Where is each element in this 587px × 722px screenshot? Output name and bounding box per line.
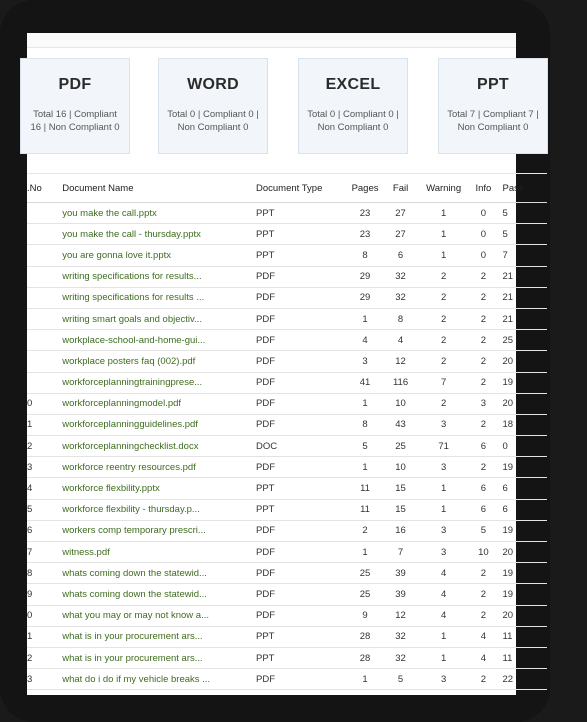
pass-count-cell: 21 [499,308,548,329]
row-number-cell: 9 [27,584,58,605]
document-type-cell: PDF [252,287,348,308]
fail-count-cell: 7 [382,542,419,563]
fail-count-cell: 39 [382,584,419,605]
warning-count-cell: 4 [419,563,469,584]
pages-cell: 25 [348,584,382,605]
document-name-link[interactable]: what is in your procurement ars... [58,647,252,668]
row-number-cell: 8 [27,563,58,584]
pass-count-cell: 11 [499,647,548,668]
col-header-warning[interactable]: Warning [419,174,469,203]
table-row[interactable] [27,308,547,329]
document-name-link[interactable]: you make the call.pptx [58,203,252,224]
document-name-link[interactable]: workplace-school-and-home-gui... [58,330,252,351]
fail-count-cell: 6 [382,245,419,266]
fail-count-cell: 16 [382,520,419,541]
table-body [27,203,547,690]
fail-count-cell: 32 [382,647,419,668]
card-stats: Total 0 | Compliant 0 | Non Compliant 0 [307,109,399,133]
info-count-cell: 0 [468,203,498,224]
row-number-cell [27,266,58,287]
row-number-cell [27,245,58,266]
fail-count-cell: 116 [382,372,419,393]
info-count-cell: 2 [468,308,498,329]
table-row[interactable] [27,520,547,541]
row-number-cell: 6 [27,520,58,541]
pass-count-cell: 0 [499,436,548,457]
document-name-link[interactable]: writing smart goals and objectiv... [58,308,252,329]
pages-cell: 1 [348,669,382,690]
fail-count-cell: 32 [382,266,419,287]
fail-count-cell: 8 [382,308,419,329]
document-type-cell: PPT [252,203,348,224]
row-number-cell [27,287,58,308]
pages-cell: 1 [348,542,382,563]
warning-count-cell: 4 [419,605,469,626]
info-count-cell: 6 [468,499,498,520]
document-name-link[interactable]: what is in your procurement ars... [58,626,252,647]
pass-count-cell: 20 [499,542,548,563]
info-count-cell: 2 [468,287,498,308]
document-type-cell: PDF [252,330,348,351]
info-count-cell: 0 [468,245,498,266]
warning-count-cell: 2 [419,330,469,351]
fail-count-cell: 32 [382,626,419,647]
info-count-cell: 3 [468,393,498,414]
card-title: EXCEL [325,76,381,93]
pass-count-cell: 19 [499,457,548,478]
row-number-cell [27,351,58,372]
info-count-cell: 2 [468,669,498,690]
info-count-cell: 5 [468,520,498,541]
pages-cell: 23 [348,224,382,245]
row-number-cell [27,330,58,351]
file-type-summary-cards [27,58,587,158]
row-number-cell: 3 [27,669,58,690]
fail-count-cell: 15 [382,499,419,520]
info-count-cell: 4 [468,647,498,668]
info-count-cell: 2 [468,414,498,435]
col-header-info[interactable]: Info [468,174,498,203]
row-number-cell: 5 [27,499,58,520]
table-row[interactable] [27,351,547,372]
pages-cell: 28 [348,647,382,668]
fail-count-cell: 12 [382,605,419,626]
pages-cell: 1 [348,457,382,478]
document-type-cell: DOC [252,436,348,457]
fail-count-cell: 4 [382,330,419,351]
pass-count-cell: 20 [499,605,548,626]
document-name-link[interactable]: workers comp temporary prescri... [58,520,252,541]
fail-count-cell: 27 [382,224,419,245]
warning-count-cell: 3 [419,457,469,478]
col-header-pages[interactable]: Pages [348,174,382,203]
pass-count-cell: 5 [499,224,548,245]
warning-count-cell: 1 [419,203,469,224]
screen [27,33,539,695]
document-name-link[interactable]: writing specifications for results ... [58,287,252,308]
warning-count-cell: 1 [419,647,469,668]
info-count-cell: 2 [468,605,498,626]
card-stats: Total 16 | Compliant 16 | Non Compliant 0 [30,109,120,133]
pages-cell: 29 [348,266,382,287]
document-type-cell: PDF [252,414,348,435]
warning-count-cell: 7 [419,372,469,393]
pass-count-cell: 6 [499,478,548,499]
info-count-cell: 2 [468,563,498,584]
row-number-cell [27,372,58,393]
card-title: PDF [58,76,92,93]
fail-count-cell: 39 [382,563,419,584]
table-row[interactable] [27,436,547,457]
document-type-cell: PPT [252,224,348,245]
pass-count-cell: 19 [499,584,548,605]
top-bar [27,33,516,48]
document-name-link[interactable]: workforceplanningtrainingprese... [58,372,252,393]
col-header-fail[interactable]: Fail [382,174,419,203]
document-type-cell: PDF [252,520,348,541]
pages-cell: 8 [348,245,382,266]
pass-count-cell: 20 [499,351,548,372]
fail-count-cell: 27 [382,203,419,224]
table-row[interactable] [27,499,547,520]
word-summary-card[interactable] [158,58,268,154]
table-row[interactable] [27,203,547,224]
pages-cell: 2 [348,520,382,541]
documents-table-container [27,173,547,690]
fail-count-cell: 43 [382,414,419,435]
table-row[interactable] [27,647,547,668]
pages-cell: 29 [348,287,382,308]
warning-count-cell: 1 [419,626,469,647]
pages-cell: 3 [348,351,382,372]
warning-count-cell: 2 [419,308,469,329]
info-count-cell: 10 [468,542,498,563]
document-name-link[interactable]: workforceplanningchecklist.docx [58,436,252,457]
pass-count-cell: 19 [499,372,548,393]
pass-count-cell: 5 [499,203,548,224]
document-name-link[interactable]: workforceplanningmodel.pdf [58,393,252,414]
table-row[interactable] [27,605,547,626]
document-type-cell: PDF [252,308,348,329]
col-header-no[interactable]: .No [27,174,58,203]
table-row[interactable] [27,266,547,287]
fail-count-cell: 15 [382,478,419,499]
row-number-cell: 3 [27,457,58,478]
document-type-cell: PDF [252,605,348,626]
pass-count-cell: 21 [499,287,548,308]
card-stats: Total 7 | Compliant 7 | Non Compliant 0 [447,109,539,133]
document-type-cell: PDF [252,351,348,372]
document-type-cell: PPT [252,647,348,668]
pages-cell: 4 [348,330,382,351]
col-header-pass[interactable]: Pass [499,174,548,203]
pages-cell: 9 [348,605,382,626]
row-number-cell: 0 [27,393,58,414]
fail-count-cell: 25 [382,436,419,457]
info-count-cell: 2 [468,457,498,478]
row-number-cell: 0 [27,605,58,626]
row-number-cell [27,224,58,245]
document-type-cell: PDF [252,393,348,414]
document-name-link[interactable]: workforce reentry resources.pdf [58,457,252,478]
warning-count-cell: 2 [419,266,469,287]
info-count-cell: 6 [468,436,498,457]
document-name-link[interactable]: workplace posters faq (002).pdf [58,351,252,372]
document-type-cell: PDF [252,542,348,563]
table-row[interactable] [27,245,547,266]
document-name-link[interactable]: you are gonna love it.pptx [58,245,252,266]
warning-count-cell: 4 [419,584,469,605]
row-number-cell: 2 [27,436,58,457]
warning-count-cell: 1 [419,478,469,499]
document-type-cell: PDF [252,457,348,478]
pass-count-cell: 18 [499,414,548,435]
document-name-link[interactable]: workforce flexbility - thursday.p... [58,499,252,520]
row-number-cell [27,308,58,329]
pages-cell: 28 [348,626,382,647]
document-name-link[interactable]: witness.pdf [58,542,252,563]
pass-count-cell: 22 [499,669,548,690]
document-name-link[interactable]: what you may or may not know a... [58,605,252,626]
row-number-cell: 1 [27,414,58,435]
document-type-cell: PDF [252,669,348,690]
document-name-link[interactable]: whats coming down the statewid... [58,563,252,584]
document-name-link[interactable]: whats coming down the statewid... [58,584,252,605]
info-count-cell: 2 [468,584,498,605]
pass-count-cell: 19 [499,520,548,541]
pages-cell: 41 [348,372,382,393]
warning-count-cell: 71 [419,436,469,457]
warning-count-cell: 3 [419,520,469,541]
warning-count-cell: 2 [419,287,469,308]
pass-count-cell: 20 [499,393,548,414]
warning-count-cell: 2 [419,393,469,414]
info-count-cell: 4 [468,626,498,647]
ppt-summary-card[interactable] [438,58,548,154]
document-type-cell: PPT [252,626,348,647]
pages-cell: 25 [348,563,382,584]
warning-count-cell: 2 [419,351,469,372]
info-count-cell: 6 [468,478,498,499]
info-count-cell: 2 [468,266,498,287]
table-row[interactable] [27,626,547,647]
fail-count-cell: 5 [382,669,419,690]
table-row[interactable] [27,542,547,563]
pages-cell: 1 [348,308,382,329]
table-row[interactable] [27,224,547,245]
table-row[interactable] [27,393,547,414]
document-type-cell: PDF [252,372,348,393]
info-count-cell: 2 [468,372,498,393]
pass-count-cell: 6 [499,499,548,520]
document-name-link[interactable]: you make the call - thursday.pptx [58,224,252,245]
warning-count-cell: 1 [419,224,469,245]
fail-count-cell: 10 [382,393,419,414]
documents-table [27,173,547,690]
warning-count-cell: 1 [419,245,469,266]
document-name-link[interactable]: what do i do if my vehicle breaks ... [58,669,252,690]
fail-count-cell: 10 [382,457,419,478]
table-header-row [27,174,547,203]
col-header-document-type[interactable]: Document Type [252,174,348,203]
info-count-cell: 0 [468,224,498,245]
pass-count-cell: 7 [499,245,548,266]
document-type-cell: PDF [252,563,348,584]
warning-count-cell: 3 [419,669,469,690]
info-count-cell: 2 [468,351,498,372]
warning-count-cell: 3 [419,542,469,563]
pass-count-cell: 25 [499,330,548,351]
table-row[interactable] [27,287,547,308]
card-title: WORD [187,76,239,93]
table-row[interactable] [27,330,547,351]
pdf-summary-card[interactable] [20,58,130,154]
table-row[interactable] [27,563,547,584]
row-number-cell [27,203,58,224]
col-header-document-name[interactable]: Document Name [58,174,252,203]
document-name-link[interactable]: workforceplanningguidelines.pdf [58,414,252,435]
pages-cell: 1 [348,393,382,414]
pass-count-cell: 19 [499,563,548,584]
table-row[interactable] [27,584,547,605]
warning-count-cell: 1 [419,499,469,520]
pass-count-cell: 21 [499,266,548,287]
card-stats: Total 0 | Compliant 0 | Non Compliant 0 [167,109,259,133]
row-number-cell: 7 [27,542,58,563]
document-type-cell: PPT [252,245,348,266]
document-name-link[interactable]: workforce flexbility.pptx [58,478,252,499]
pass-count-cell: 11 [499,626,548,647]
pages-cell: 8 [348,414,382,435]
pages-cell: 11 [348,499,382,520]
fail-count-cell: 32 [382,287,419,308]
document-type-cell: PPT [252,478,348,499]
table-row[interactable] [27,478,547,499]
table-row[interactable] [27,669,547,690]
row-number-cell: 2 [27,647,58,668]
table-row[interactable] [27,414,547,435]
document-type-cell: PDF [252,266,348,287]
pages-cell: 11 [348,478,382,499]
document-name-link[interactable]: writing specifications for results... [58,266,252,287]
table-row[interactable] [27,457,547,478]
card-title: PPT [476,76,510,93]
table-row[interactable] [27,372,547,393]
row-number-cell: 1 [27,626,58,647]
fail-count-cell: 12 [382,351,419,372]
excel-summary-card[interactable] [298,58,408,154]
warning-count-cell: 3 [419,414,469,435]
document-type-cell: PPT [252,499,348,520]
row-number-cell: 4 [27,478,58,499]
info-count-cell: 2 [468,330,498,351]
document-type-cell: PDF [252,584,348,605]
pages-cell: 23 [348,203,382,224]
pages-cell: 5 [348,436,382,457]
